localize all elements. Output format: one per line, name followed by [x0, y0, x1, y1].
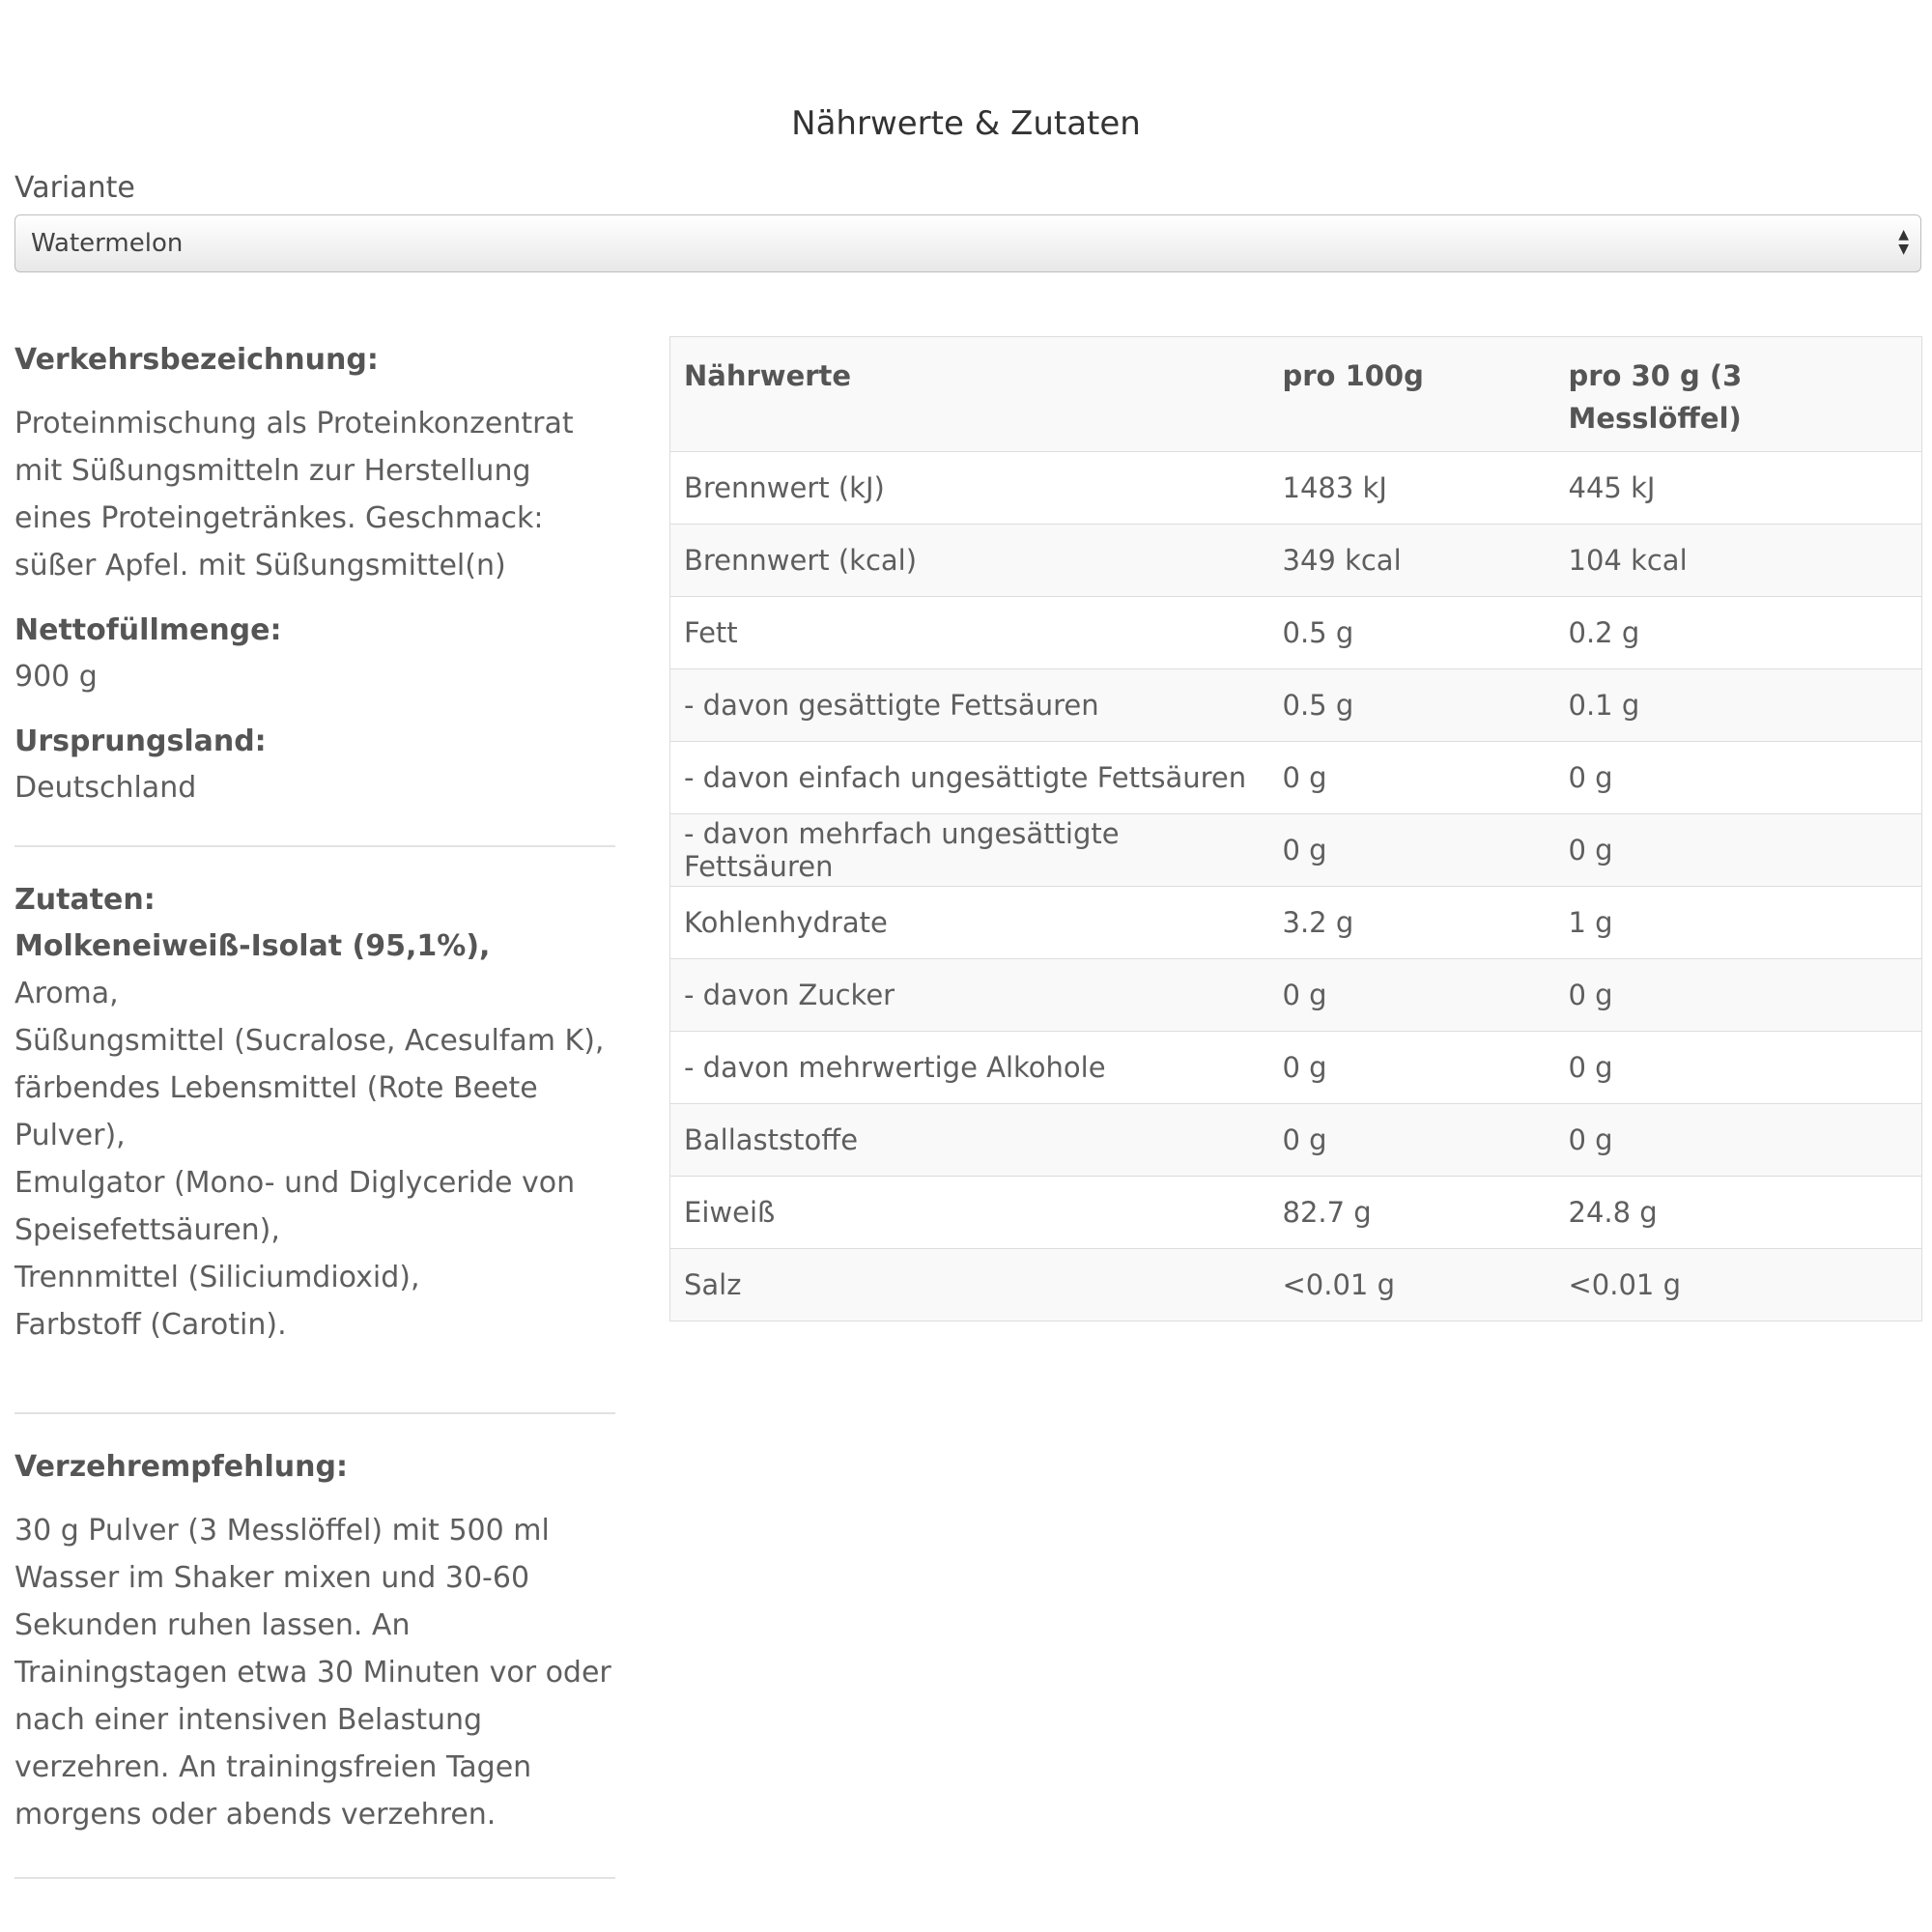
net-quantity-heading: Nettofüllmenge:	[14, 613, 282, 647]
value-per-100g: 3.2 g	[1269, 887, 1555, 959]
value-per-30g: 1 g	[1555, 887, 1922, 959]
ingredient-item: Süßungsmittel (Sucralose, Acesulfam K),	[14, 1024, 605, 1058]
recommendation-heading: Verzehrempfehlung:	[14, 1450, 348, 1484]
nutrient-name: Fett	[670, 597, 1269, 669]
value-per-100g: 0 g	[1269, 959, 1555, 1032]
nutrient-name: - davon gesättigte Fettsäuren	[670, 669, 1269, 742]
value-per-30g: 0 g	[1555, 742, 1922, 814]
nutrient-name: Brennwert (kcal)	[670, 525, 1269, 597]
value-per-100g: 0 g	[1269, 814, 1555, 887]
value-per-30g: 0 g	[1555, 1032, 1922, 1104]
value-per-100g: 1483 kJ	[1269, 452, 1555, 525]
nutrient-name: Kohlenhydrate	[670, 887, 1269, 959]
value-per-30g: 0 g	[1555, 814, 1922, 887]
table-row	[670, 1032, 1922, 1104]
select-arrows-icon: ▲ ▼	[1898, 227, 1909, 257]
table-row	[670, 959, 1922, 1032]
table-row	[670, 1249, 1922, 1321]
nutrient-name: Salz	[670, 1249, 1269, 1321]
nutrition-table	[669, 336, 1922, 1321]
ingredient-item: Trennmittel (Siliciumdioxid),	[14, 1261, 420, 1294]
ingredient-item: färbendes Lebensmittel (Rote Beete Pulver),	[14, 1071, 538, 1152]
nutrient-name: - davon Zucker	[670, 959, 1269, 1032]
product-info	[14, 338, 613, 1879]
table-row	[670, 452, 1922, 525]
ingredients-heading: Zutaten:	[14, 883, 156, 917]
ingredient-item: Emulgator (Mono- und Diglyceride von Speisefettsäuren),	[14, 1166, 576, 1247]
value-per-30g: 24.8 g	[1555, 1177, 1922, 1249]
value-per-30g: 0 g	[1555, 959, 1922, 1032]
table-row	[670, 742, 1922, 814]
value-per-100g: 0 g	[1269, 1104, 1555, 1177]
value-per-30g: 104 kcal	[1555, 525, 1922, 597]
value-per-30g: 0.1 g	[1555, 669, 1922, 742]
table-row	[670, 887, 1922, 959]
designation-heading: Verkehrsbezeichnung:	[14, 343, 379, 377]
nutrient-name: Ballaststoffe	[670, 1104, 1269, 1177]
value-per-100g: 82.7 g	[1269, 1177, 1555, 1249]
nutrient-name: - davon mehrfach ungesättigte Fettsäuren	[670, 814, 1269, 887]
nutrition-header-row	[670, 337, 1922, 452]
value-per-30g: 0 g	[1555, 1104, 1922, 1177]
ingredient-aroma: Aroma,	[14, 977, 119, 1010]
column-header: Nährwerte	[670, 337, 1269, 452]
divider	[14, 1877, 615, 1879]
column-header: pro 100g	[1269, 337, 1555, 452]
table-row	[670, 525, 1922, 597]
value-per-100g: 0 g	[1269, 742, 1555, 814]
origin-value: Deutschland	[14, 771, 197, 805]
variant-label: Variante	[14, 171, 135, 205]
value-per-100g: 0 g	[1269, 1032, 1555, 1104]
value-per-100g: 0.5 g	[1269, 669, 1555, 742]
variant-select[interactable]	[14, 214, 1921, 272]
table-row	[670, 814, 1922, 887]
table-row	[670, 597, 1922, 669]
value-per-100g: <0.01 g	[1269, 1249, 1555, 1321]
ingredients-line	[14, 923, 613, 1017]
designation-text: Proteinmischung als Proteinkonzentrat mit Süßungsmitteln zur Herstellung eines Proteingetränkes. Geschmack: süßer Apfel. mit Süßungsmittel(n)	[14, 407, 574, 582]
table-row	[670, 1104, 1922, 1177]
table-row	[670, 1177, 1922, 1249]
table-row	[670, 669, 1922, 742]
net-quantity-value: 900 g	[14, 660, 98, 694]
page-title: Nährwerte & Zutaten	[791, 104, 1141, 143]
value-per-100g: 0.5 g	[1269, 597, 1555, 669]
origin-heading: Ursprungsland:	[14, 724, 267, 758]
value-per-30g: 445 kJ	[1555, 452, 1922, 525]
column-header: pro 30 g (3 Messlöffel)	[1555, 337, 1922, 452]
nutrient-name: Brennwert (kJ)	[670, 452, 1269, 525]
nutrient-name: - davon mehrwertige Alkohole	[670, 1032, 1269, 1104]
value-per-30g: 0.2 g	[1555, 597, 1922, 669]
value-per-100g: 349 kcal	[1269, 525, 1555, 597]
variant-select-value: Watermelon	[31, 229, 184, 258]
nutrient-name: - davon einfach ungesättigte Fettsäuren	[670, 742, 1269, 814]
ingredient-main: Molkeneiweiß-Isolat (95,1%),	[14, 929, 491, 963]
recommendation-text: 30 g Pulver (3 Messlöffel) mit 500 ml Wasser im Shaker mixen und 30-60 Sekunden ruhen lassen. An Trainingstagen etwa 30 Minuten vor oder nach einer intensiven Belastung verzehren. An trainingsfreien Tagen morgens oder abends verzehren.	[14, 1514, 611, 1832]
value-per-30g: <0.01 g	[1555, 1249, 1922, 1321]
nutrient-name: Eiweiß	[670, 1177, 1269, 1249]
ingredient-item: Farbstoff (Carotin).	[14, 1308, 287, 1342]
